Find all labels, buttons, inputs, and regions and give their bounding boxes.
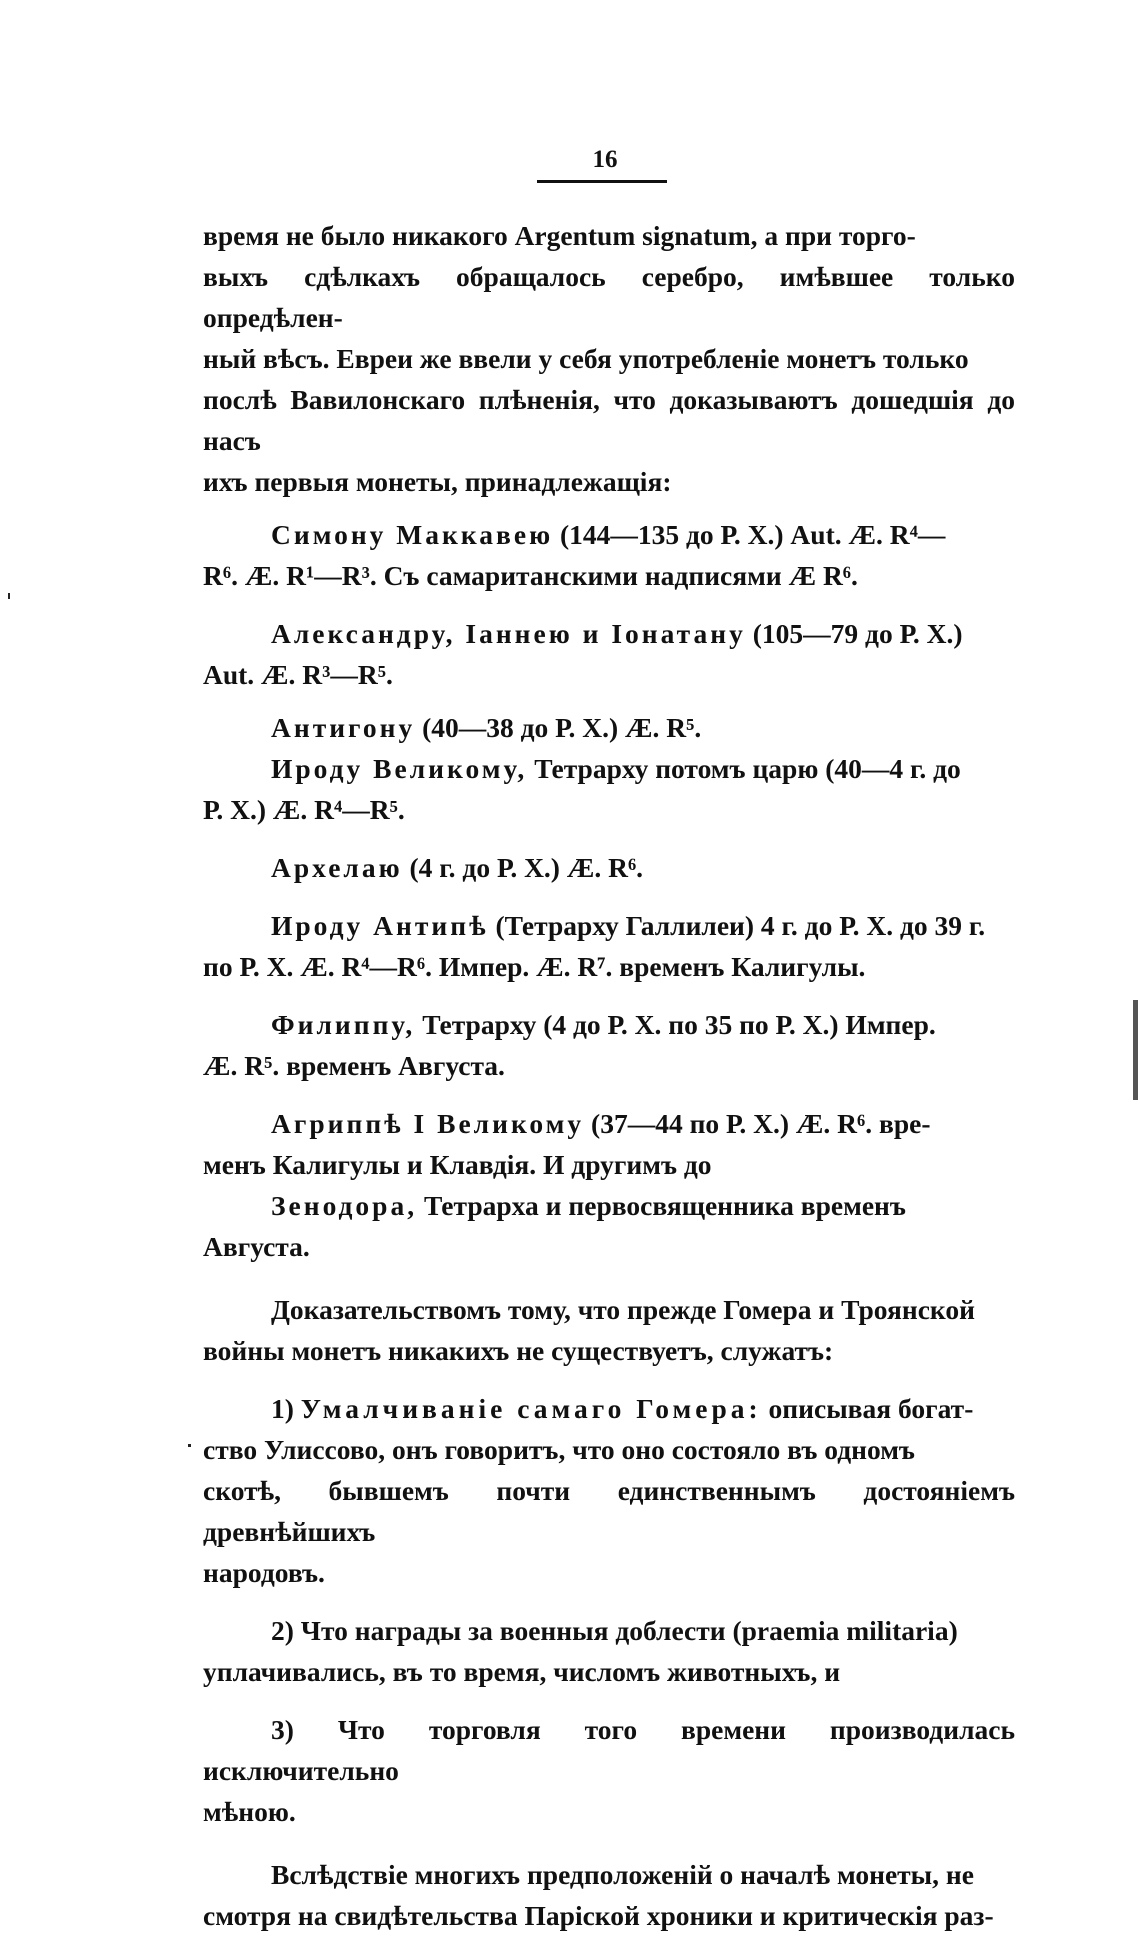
body-text (203, 215, 1015, 1936)
point-2-line-2: уплачивались, въ то время, числомъ животныхъ, и (203, 1656, 841, 1687)
entry-zenodorus-name: Зенодора, (271, 1190, 418, 1221)
entry-alexander-name: Александру, Іаннею и Іонатану (271, 618, 746, 649)
entry-simon-name: Симону Маккавею (271, 519, 554, 550)
entry-archelaus-name: Архелаю (271, 852, 403, 883)
point-3-line-1: 3) Что торговля того времени производилась исключительно (203, 1714, 1015, 1786)
entry-agrippa-text: (37—44 по Р. Х.) Æ. R⁶. вре- (591, 1108, 931, 1139)
entry-archelaus-text: (4 г. до Р. Х.) Æ. R⁶. (409, 852, 644, 883)
entry-agrippa-line-1 (203, 1103, 1015, 1144)
entry-herod-text: Тетрарху потомъ царю (40—4 г. до (534, 753, 961, 784)
entry-antigonus-text: (40—38 до Р. Х.) Æ. R⁵. (422, 712, 702, 743)
entry-simon-text: (144—135 до Р. Х.) Aut. Æ. R⁴— (559, 519, 946, 550)
page-number-rule (537, 180, 667, 183)
point-1-line-4: народовъ. (203, 1557, 325, 1588)
point-1-text: описывая богат- (768, 1393, 974, 1424)
scan-edge-shadow (1133, 1000, 1138, 1100)
entry-philip-name: Филиппу, (271, 1009, 416, 1040)
entry-antipas-text: (Тетрарху Галлилеи) 4 г. до Р. Х. до 39 г. (495, 910, 986, 941)
scan-speck (188, 1444, 191, 1447)
entry-antipas-name: Ироду Антипѣ (271, 910, 489, 941)
point-1-line-1 (203, 1388, 1015, 1429)
entry-archelaus-line (203, 847, 1015, 888)
point-1-heading: Умалчиваніе самаго Гомера: (300, 1393, 762, 1424)
entry-simon-line-2: R⁶. Æ. R¹—R³. Съ самаританскими надписями Æ R⁶. (203, 560, 858, 591)
entry-herod-line-1 (203, 748, 1015, 789)
point-3-line-2: мѣною. (203, 1796, 296, 1827)
entry-zenodorus-line (203, 1185, 1015, 1267)
closing-line-2: смотря на свидѣтельства Парiской хроники и критическія раз- (203, 1900, 994, 1931)
entry-antigonus-name: Антигону (271, 712, 416, 743)
intro-line-3: ный вѣсъ. Евреи же ввели у себя употребленіе монетъ только (203, 343, 969, 374)
point-2-line-1: 2) Что награды за военныя доблести (praemia militaria) (271, 1615, 958, 1646)
entry-alexander-line-2: Aut. Æ. R³—R⁵. (203, 659, 393, 690)
proof-line-2: войны монетъ никакихъ не существуетъ, служатъ: (203, 1335, 834, 1366)
intro-line-4: послѣ Вавилонскаго плѣненія, что доказываютъ дошедшія до насъ (203, 384, 1015, 456)
intro-line-2: выхъ сдѣлкахъ обращалось серебро, имѣвшее только опредѣлен- (203, 261, 1015, 333)
entry-herod-name: Ироду Великому, (271, 753, 528, 784)
page-number: 16 (592, 146, 618, 173)
entry-zenodorus-text: Тетрарха и первосвященника временъ Августа. (203, 1190, 906, 1262)
point-1-line-2: ство Улиссово, онъ говоритъ, что оно состояло въ одномъ (203, 1434, 915, 1465)
intro-line-1: время не было никакого Argentum signatum, а при торго- (203, 220, 916, 251)
entry-philip-line-1 (203, 1004, 1015, 1045)
entry-alexander-text: (105—79 до Р. Х.) (752, 618, 963, 649)
entry-agrippa-name: Агриппѣ I Великому (271, 1108, 585, 1139)
entry-agrippa-line-2: менъ Калигулы и Клавдія. И другимъ до (203, 1149, 712, 1180)
entry-philip-text: Тетрарху (4 до Р. Х. по 35 по Р. Х.) Импер. (422, 1009, 936, 1040)
entry-antipas-line-1 (203, 905, 1015, 946)
scan-edge-tick (8, 593, 10, 599)
intro-line-5: ихъ первыя монеты, принадлежащія: (203, 466, 672, 497)
entry-herod-line-2: Р. Х.) Æ. R⁴—R⁵. (203, 794, 405, 825)
closing-line-1: Вслѣдствіе многихъ предположеній о началѣ монеты, не (271, 1859, 974, 1890)
point-1-line-3: скотѣ, бывшемъ почти единственнымъ достояніемъ древнѣйшихъ (203, 1475, 1015, 1547)
entry-alexander-line-1 (203, 613, 1015, 654)
proof-line-1: Доказательствомъ тому, что прежде Гомера и Троянской (271, 1294, 975, 1325)
point-1-number: 1) (271, 1393, 294, 1424)
entry-antipas-line-2: по Р. Х. Æ. R⁴—R⁶. Импер. Æ. R⁷. временъ Калигулы. (203, 951, 866, 982)
entry-simon-line-1 (203, 514, 1015, 555)
entry-antigonus-line (203, 707, 1015, 748)
entry-philip-line-2: Æ. R⁵. временъ Августа. (203, 1050, 505, 1081)
